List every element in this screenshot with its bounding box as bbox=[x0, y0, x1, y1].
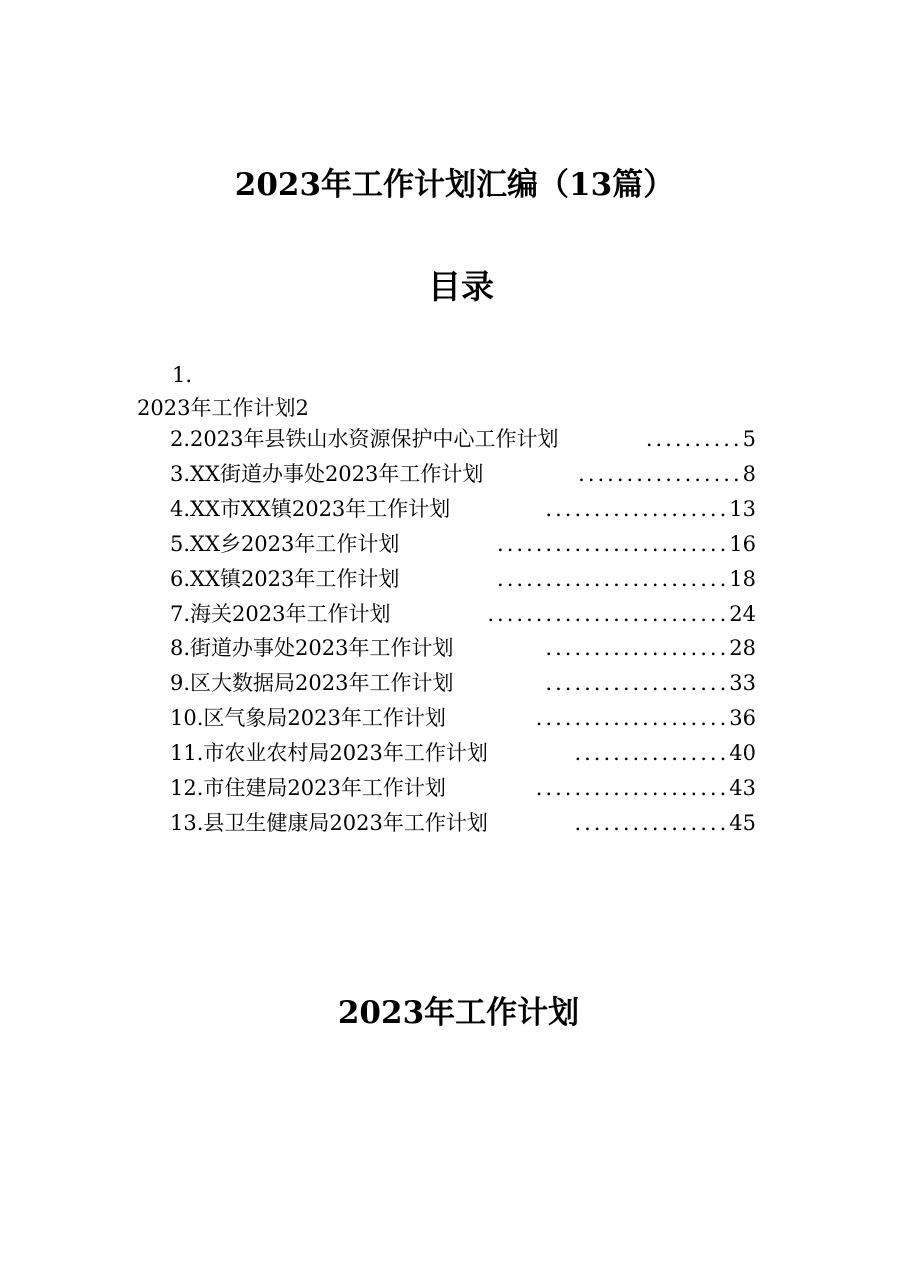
toc-entry[interactable] bbox=[170, 494, 756, 524]
toc-entry-title: 区气象局2023年工作计划 bbox=[203, 706, 446, 731]
toc-entry-number: 11. bbox=[170, 741, 204, 766]
toc-entry-page: 24 bbox=[729, 601, 756, 626]
toc-entry-number: 9. bbox=[170, 671, 191, 696]
toc-entry-page: 45 bbox=[729, 810, 756, 835]
toc-entry-title: 市住建局2023年工作计划 bbox=[203, 776, 446, 800]
toc-entry[interactable] bbox=[170, 633, 756, 663]
toc-entry-number: 10. bbox=[170, 706, 204, 731]
toc-entry-page: 36 bbox=[729, 706, 756, 731]
toc-entry-number: 7. bbox=[170, 601, 191, 626]
toc-heading: 目录 bbox=[428, 267, 494, 306]
toc-entry-page: 8 bbox=[742, 461, 756, 486]
toc-entry-leader: ........................ bbox=[497, 566, 730, 591]
toc-entry-title: XX市XX镇2023年工作计划 bbox=[190, 496, 451, 521]
toc-entry-leader: .................... bbox=[535, 706, 730, 731]
toc-entry-title: 街道办事处2023年工作计划 bbox=[190, 636, 454, 661]
toc-entry-leader: ......................... bbox=[487, 601, 730, 626]
toc-entry-number: 4. bbox=[170, 496, 191, 521]
toc-entry-title: XX乡2023年工作计划 bbox=[190, 531, 400, 556]
toc-entry[interactable] bbox=[170, 529, 756, 559]
toc-entry-number: 13. bbox=[170, 810, 204, 835]
toc-entry-number: 3. bbox=[170, 461, 191, 486]
toc-entry[interactable] bbox=[170, 599, 756, 629]
toc-entry-number: 8. bbox=[170, 636, 191, 661]
toc-entry-page: 5 bbox=[742, 427, 756, 451]
document-title: 2023年工作计划汇编（13篇） bbox=[234, 167, 675, 203]
toc-entry-title: 市农业农村局2023年工作计划 bbox=[203, 741, 488, 766]
toc-entry-title: XX街道办事处2023年工作计划 bbox=[190, 461, 484, 486]
toc-entry-leader: ................... bbox=[545, 496, 730, 521]
toc-entry[interactable] bbox=[170, 564, 756, 594]
toc-entry-number: 5. bbox=[170, 531, 191, 556]
toc-entry-leader: ................... bbox=[545, 636, 730, 661]
toc-entry-1-page: 2 bbox=[295, 396, 309, 420]
toc-entry[interactable] bbox=[170, 424, 756, 454]
toc-entry-title: 2023年县铁山水资源保护中心工作计划 bbox=[190, 427, 559, 451]
toc-entry-1-title: 2023年工作计划 bbox=[137, 396, 296, 420]
toc-entry-page: 18 bbox=[729, 566, 756, 591]
toc-entry-title: 县卫生健康局2023年工作计划 bbox=[203, 810, 488, 835]
toc-entry-page: 33 bbox=[729, 671, 756, 696]
toc-entry-page: 28 bbox=[729, 636, 756, 661]
toc-entry-title: XX镇2023年工作计划 bbox=[190, 566, 400, 591]
toc-entry-leader: ................. bbox=[578, 461, 743, 486]
toc-entry[interactable] bbox=[170, 773, 756, 803]
toc-entry-title: 区大数据局2023年工作计划 bbox=[190, 671, 454, 696]
toc-entry-title: 海关2023年工作计划 bbox=[190, 601, 391, 626]
toc-entry-1-title-line[interactable] bbox=[137, 393, 309, 423]
toc-entry-page: 16 bbox=[729, 531, 756, 556]
section-title: 2023年工作计划 bbox=[337, 995, 580, 1031]
toc-entry-number: 2. bbox=[170, 427, 191, 451]
toc-entry-leader: ................ bbox=[574, 741, 730, 766]
toc-entry-number: 12. bbox=[170, 776, 204, 800]
toc-entry[interactable] bbox=[170, 808, 756, 838]
toc-entry[interactable] bbox=[170, 738, 756, 768]
toc-entry-page: 13 bbox=[729, 496, 756, 521]
toc-entry-leader: ................... bbox=[545, 671, 730, 696]
toc-entry[interactable] bbox=[170, 668, 756, 698]
toc-entry-page: 40 bbox=[729, 741, 756, 766]
toc-entry-number: 6. bbox=[170, 566, 191, 591]
toc-entry-leader: ................ bbox=[574, 810, 730, 835]
toc-entry[interactable] bbox=[170, 703, 756, 733]
toc-entry-leader: .......... bbox=[645, 427, 743, 451]
toc-entry[interactable] bbox=[170, 459, 756, 489]
toc-entry-leader: ........................ bbox=[497, 531, 730, 556]
toc-entry-page: 43 bbox=[729, 776, 756, 800]
toc-entry-leader: .................... bbox=[535, 776, 730, 800]
toc-entry-1-number[interactable]: 1. bbox=[172, 363, 193, 387]
